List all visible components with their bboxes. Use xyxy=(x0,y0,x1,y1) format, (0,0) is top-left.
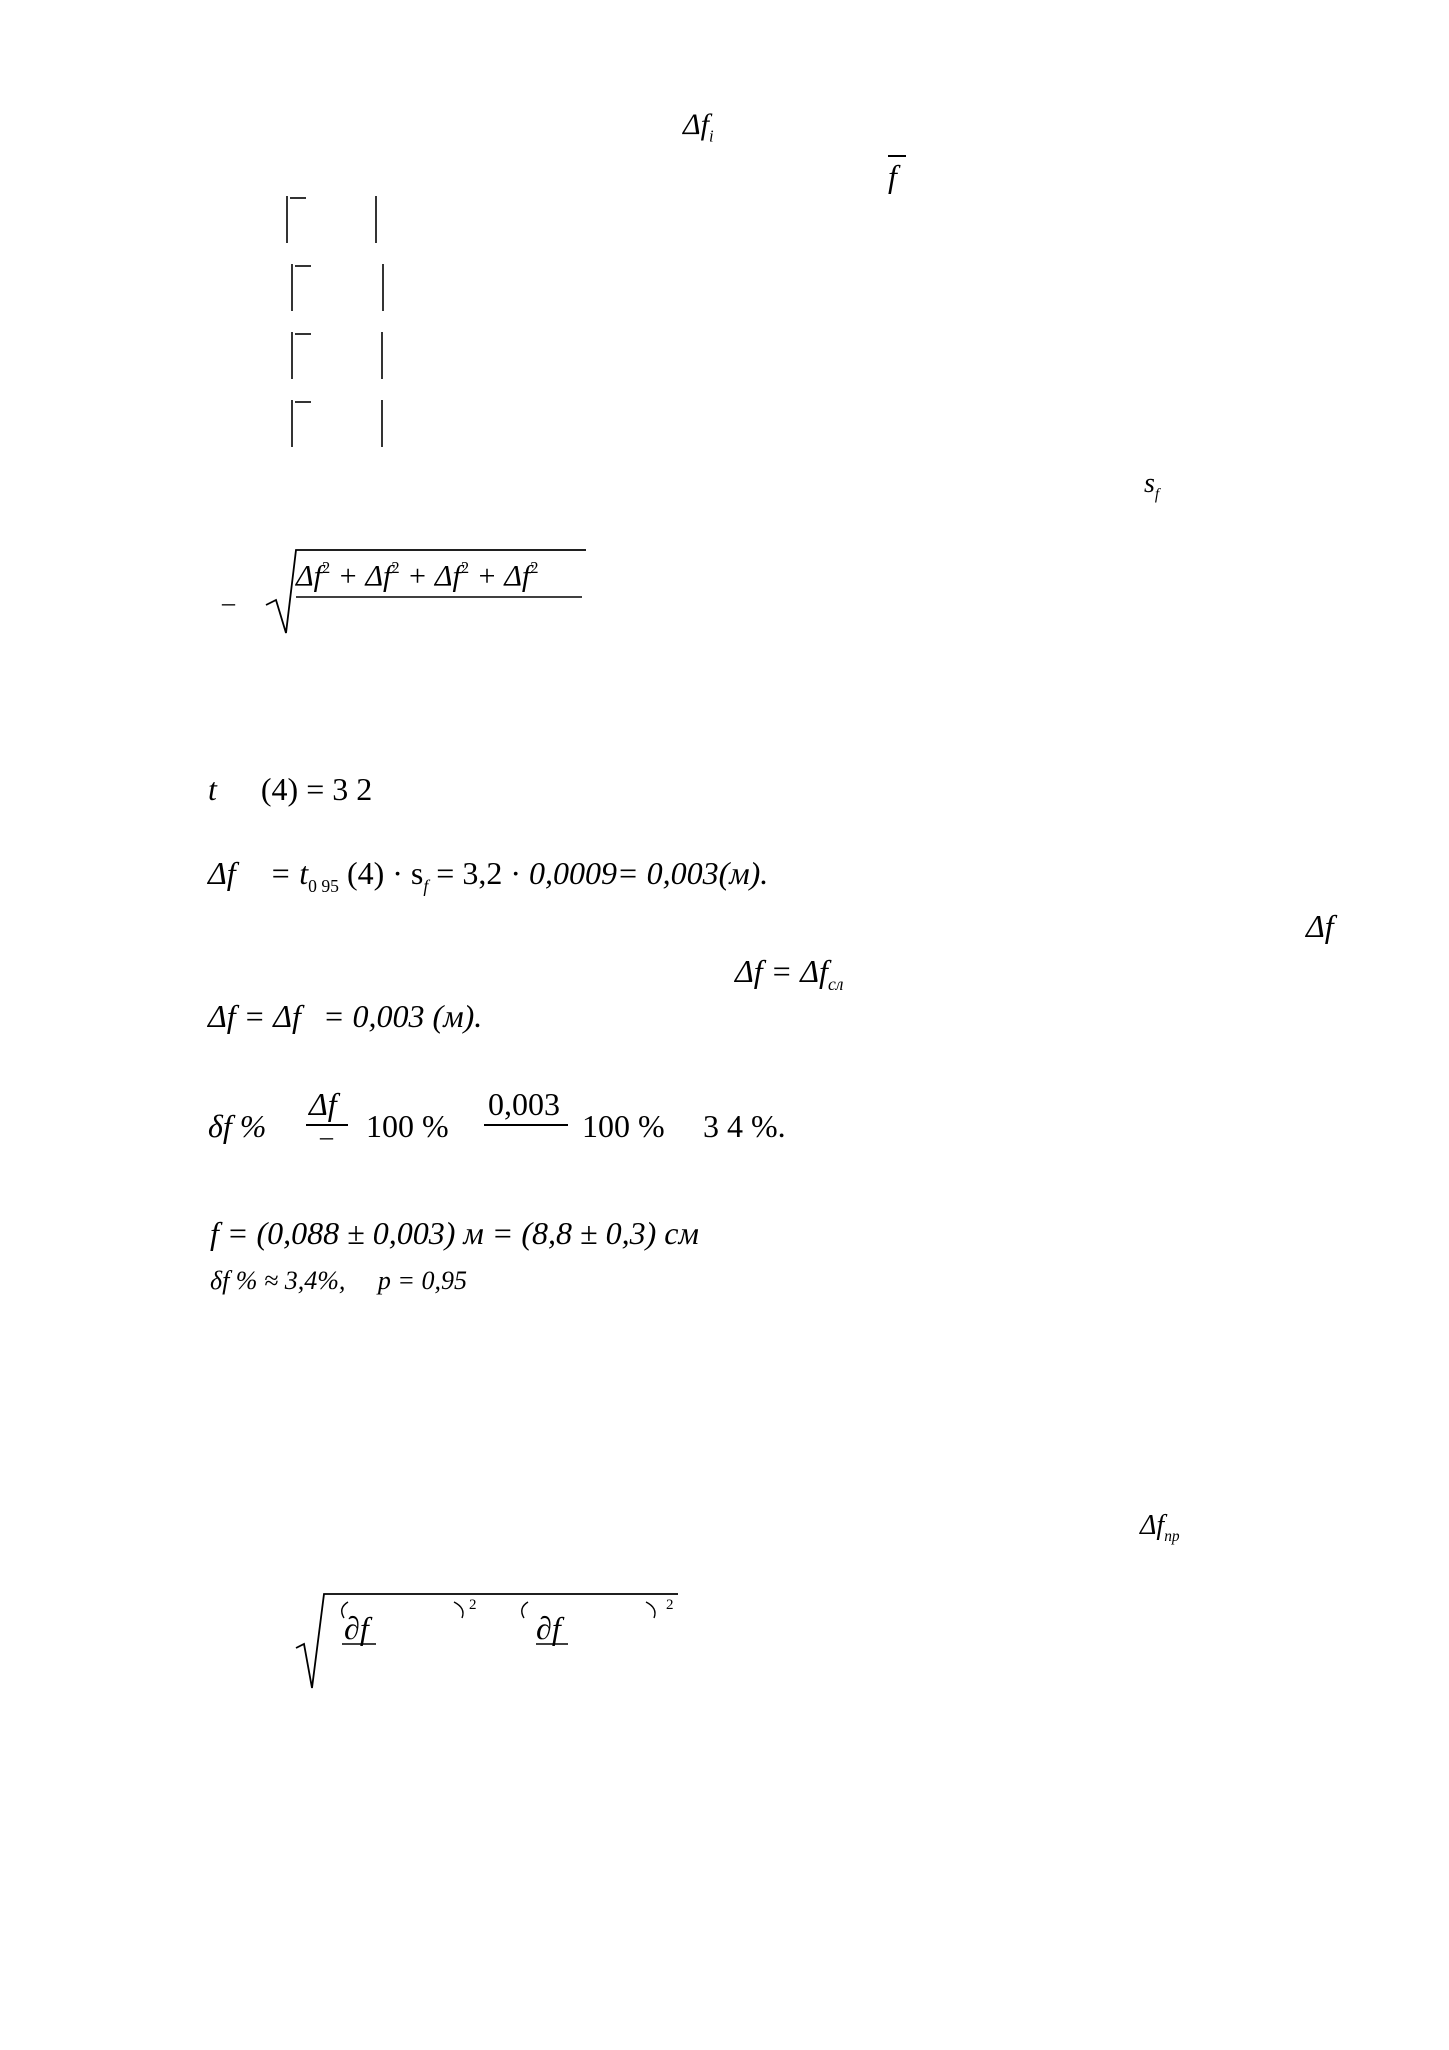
partial-derivative-2: ∂f xyxy=(536,1610,561,1646)
fraction1-denominator: – xyxy=(320,1122,333,1151)
minus-sign: – xyxy=(222,588,235,617)
delta-f-random: $\Delta f = \Delta f_{сл}$ xyxy=(735,953,844,994)
fraction2-numerator: 0,003 xyxy=(488,1086,560,1122)
student-coefficient: t (4) = 3 2 xyxy=(208,771,373,807)
delta-f-final: Δf = Δf = 0,003 (м). xyxy=(208,998,483,1034)
f-mean-symbol: f xyxy=(888,158,897,194)
relative-error-symbol: δf % xyxy=(208,1108,267,1144)
confidence-interval-calc: $\Delta f = t_{0 95}$ $(4) \cdot s_f = 3,2 \cdot 0,0009= 0,003(м)$. xyxy=(208,855,769,896)
hundred-percent-2: 100 % xyxy=(582,1108,665,1144)
delta-f-i: $\Delta f_i$ xyxy=(683,108,714,146)
delta-f-right: Δf xyxy=(1306,908,1334,944)
relative-error-result: 3 4 %. xyxy=(703,1108,786,1144)
fraction2-bar xyxy=(484,1124,568,1126)
power-2: 2 xyxy=(666,1597,674,1613)
final-result-line: f = (0,088 ± 0,003) м = (8,8 ± 0,3) см xyxy=(210,1215,699,1251)
sum-of-squares: $\Delta f^2 + \Delta f^2 + \Delta f^2 + \Delta f^2$ xyxy=(296,558,539,593)
fraction1-numerator: Δf xyxy=(309,1086,337,1122)
final-result-precision: δf % ≈ 3,4%, p = 0,95 xyxy=(210,1266,467,1295)
power-1: 2 xyxy=(469,1597,477,1613)
hundred-percent-1: 100 % xyxy=(366,1108,449,1144)
delta-f-instrument: $\Delta f_{пр}$ xyxy=(1140,1510,1180,1545)
s-f-symbol: $s_f$ xyxy=(1144,468,1160,503)
partial-derivative-1: ∂f xyxy=(344,1610,369,1646)
